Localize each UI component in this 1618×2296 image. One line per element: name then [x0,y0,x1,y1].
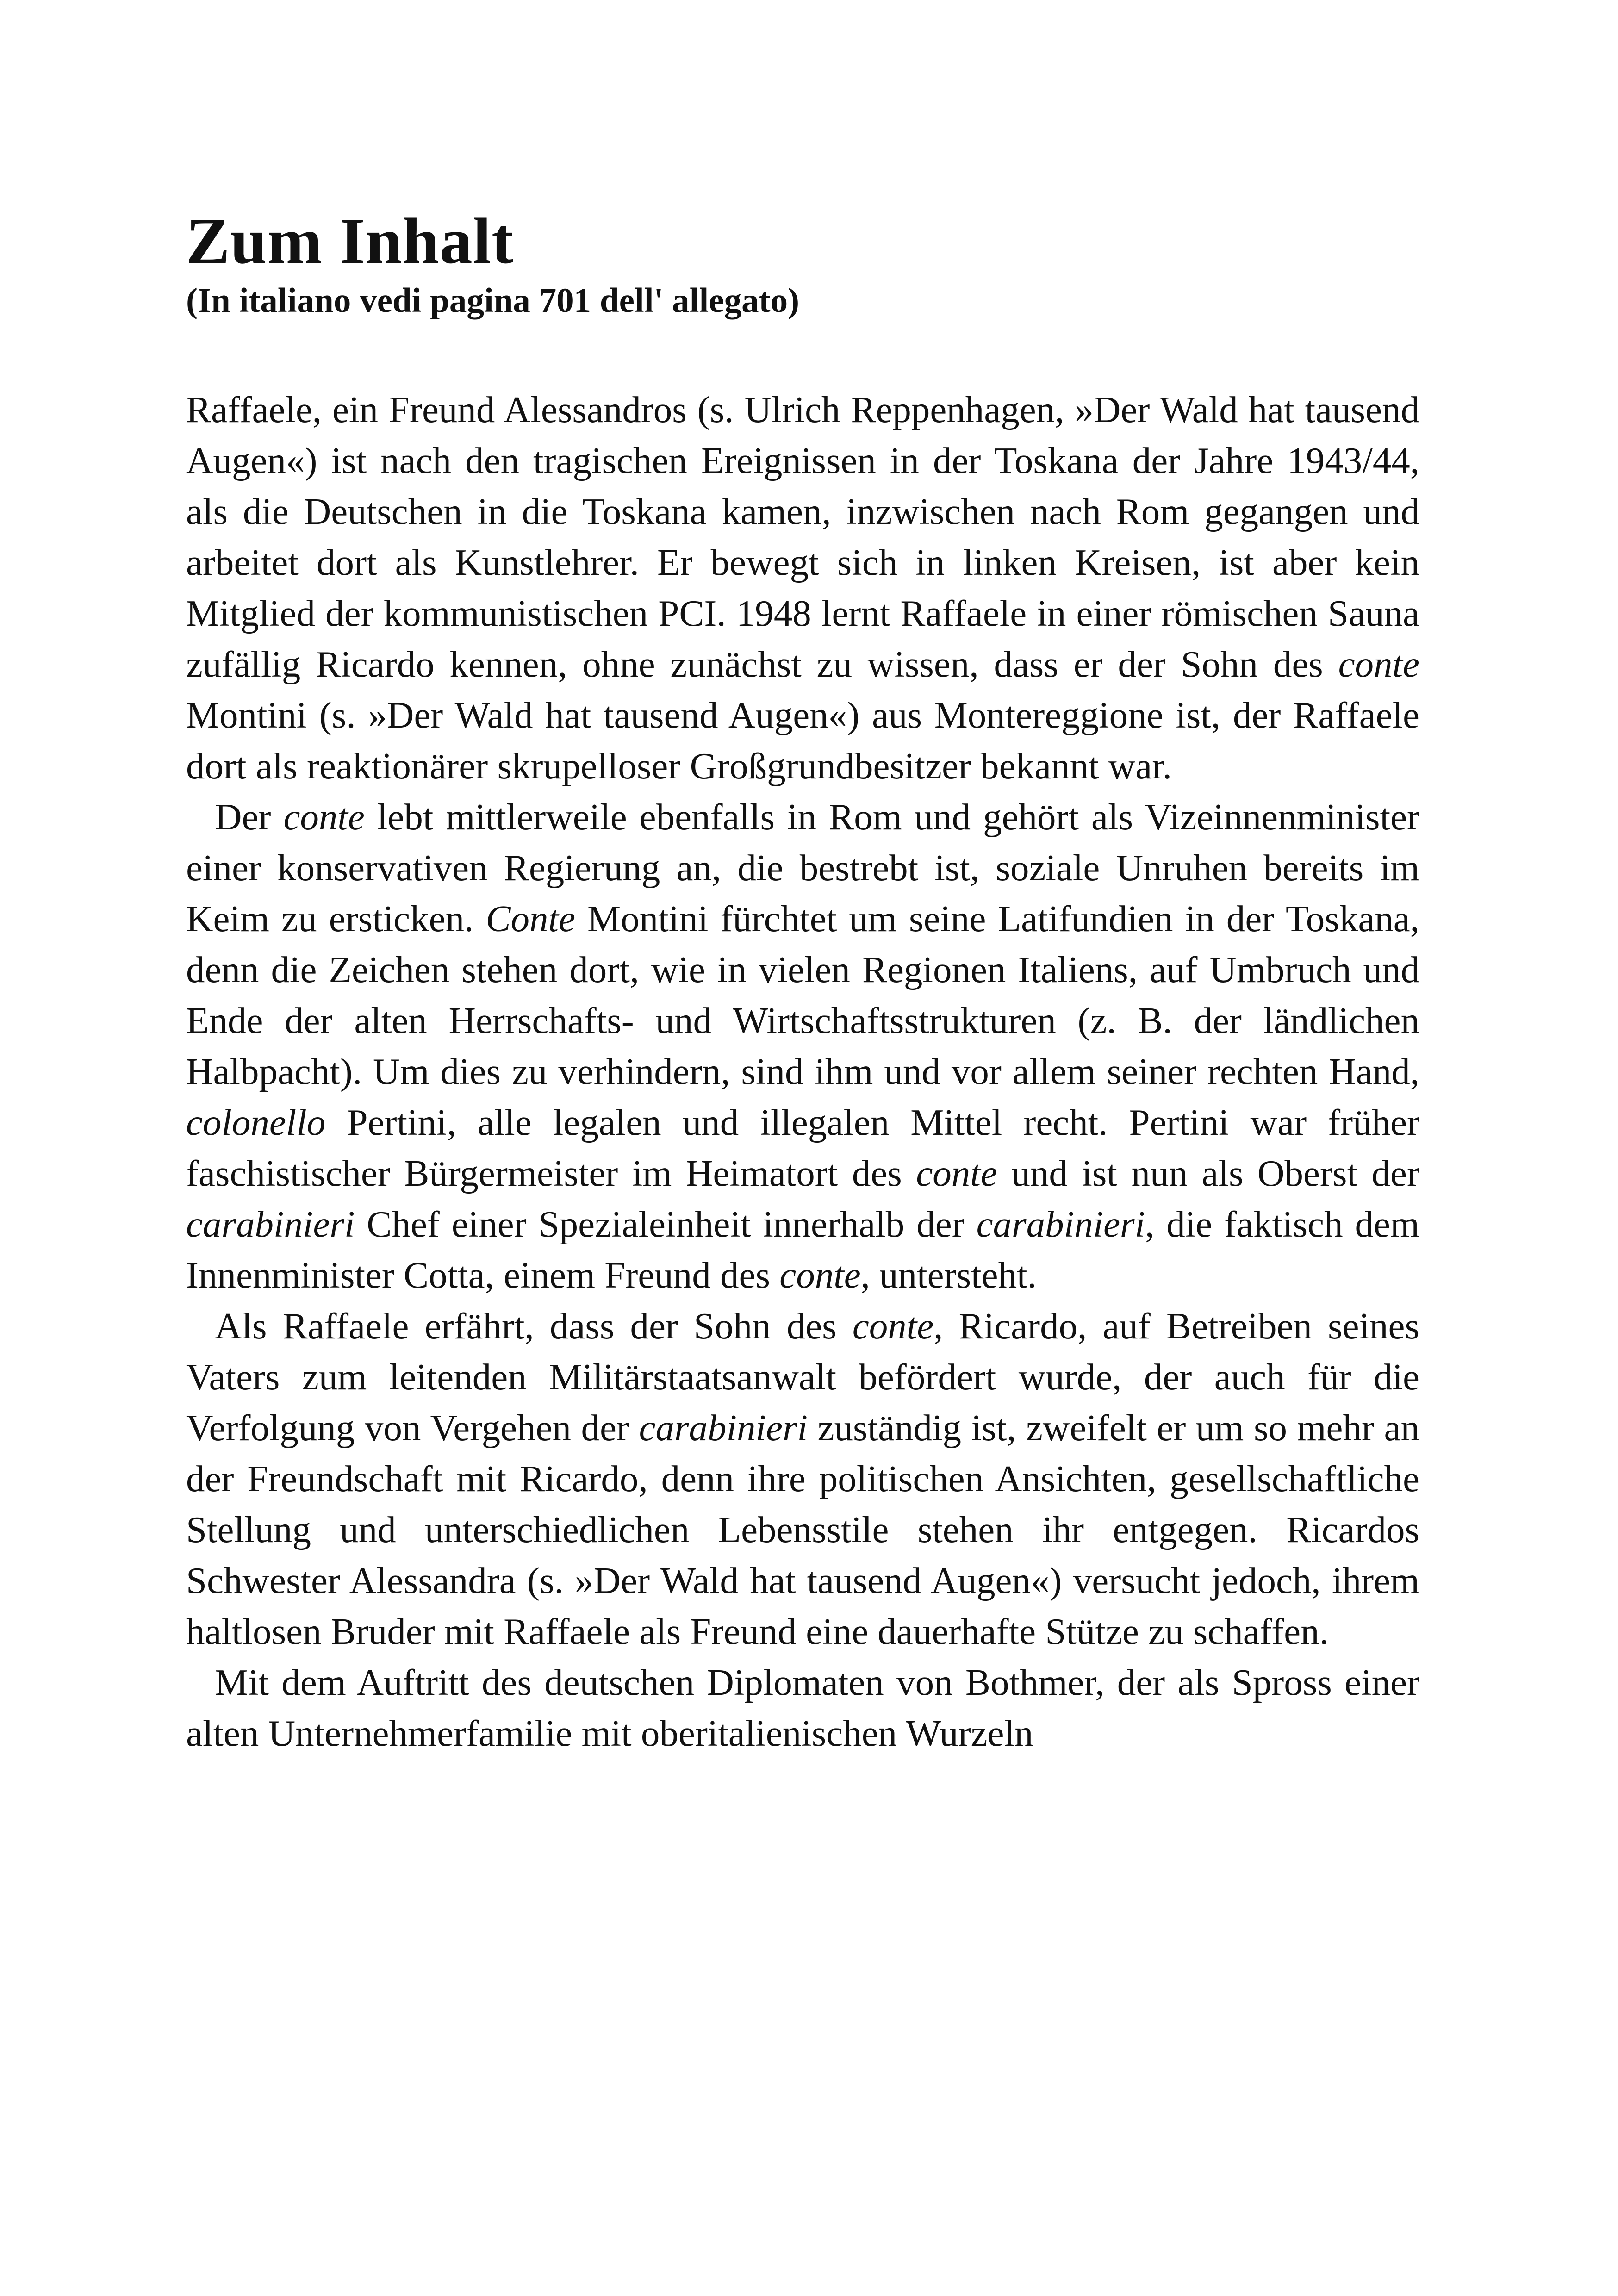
text-run: Raffaele, ein Freund Alessandros (s. Ulrich Reppenhagen, »Der Wald hat tausend Augen«) ist nach den tragischen Ereignissen in der Toskana der Jahre 1943/44, als die Deutschen in die Toskana kamen, inzwischen nach Rom gegangen und arbeitet dort als Kunstlehrer. Er bewegt sich in linken Kreisen, ist aber kein Mitglied der kommunistischen PCI. 1948 lernt Raffaele in einer römischen Sauna zufällig Ricardo kennen, ohne zunächst zu wissen, dass er der Sohn des [186,389,1419,685]
text-run: Mit dem Auftritt des deutschen Diplomaten von Bothmer, der als Spross einer alten Unternehmerfamilie mit oberitalienischen Wurzeln [186,1661,1419,1754]
text-run: Als Raffaele erfährt, dass der Sohn des [215,1305,853,1347]
page-title: Zum Inhalt [186,204,514,277]
italic-term: carabinieri [976,1203,1145,1245]
italic-term: conte [283,796,365,838]
text-run: Montini (s. »Der Wald hat tausend Augen«) aus Montereggione ist, der Raffaele dort als reaktionärer skrupelloser Großgrundbesitzer bekannt war. [186,694,1419,787]
italic-term: carabinieri [186,1203,355,1245]
text-run: , Ricardo, auf Betreiben seines Vaters zum leitenden Militärstaatsanwalt befördert wurde, der auch für die Verfolgung von Vergehen der [186,1305,1419,1449]
text-run: , untersteht. [860,1254,1037,1296]
body-paragraph [186,384,1419,791]
italic-term: colonello [186,1101,326,1143]
text-run: lebt mittlerweile ebenfalls in Rom und gehört als Vizeinnenminister einer konservativen Regierung an, die bestrebt ist, soziale Unruhen bereits im Keim zu ersticken. [186,796,1420,940]
page-subtitle: (In italiano vedi pagina 701 dell' allegato) [186,281,800,320]
italic-term: conte [852,1305,934,1347]
body-paragraph [186,1657,1419,1759]
italic-term: conte [916,1152,997,1194]
text-run: Pertini, alle legalen und illegalen Mittel recht. Pertini war früher faschistischer Bürgermeister im Heimatort des [186,1101,1419,1194]
italic-term: carabinieri [639,1407,808,1449]
italic-term: conte [1338,643,1419,685]
body-paragraph [186,791,1419,1300]
text-run: zuständig ist, zweifelt er um so mehr an der Freundschaft mit Ricardo, denn ihre politischen Ansichten, gesellschaftliche Stellung und unterschiedlichen Lebensstile stehen ihr entgegen. Ricardos Schwester Alessandra (s. »Der Wald hat tausend Augen«) versucht jedoch, ihrem haltlosen Bruder mit Raffaele als Freund eine dauerhafte Stütze zu schaffen. [186,1407,1419,1652]
text-run: und ist nun als Oberst der [997,1152,1419,1194]
page-content [186,204,1419,1759]
italic-term: conte [779,1254,861,1296]
text-run: Chef einer Spezialeinheit innerhalb der [355,1203,977,1245]
text-run: Montini fürchtet um seine Latifundien in der Toskana, denn die Zeichen stehen dort, wie in vielen Regionen Italiens, auf Umbruch und Ende der alten Herrschafts- und Wirtschaftsstrukturen (z. B. der ländlichen Halbpacht). Um dies zu verhindern, sind ihm und vor allem seiner rechten Hand, [186,898,1419,1092]
body-paragraph [186,1300,1419,1657]
text-run: Der [215,796,284,838]
body-text [186,384,1419,1759]
italic-term: Conte [485,898,575,940]
text-run: , die faktisch dem Innenminister Cotta, einem Freund des [186,1203,1419,1296]
